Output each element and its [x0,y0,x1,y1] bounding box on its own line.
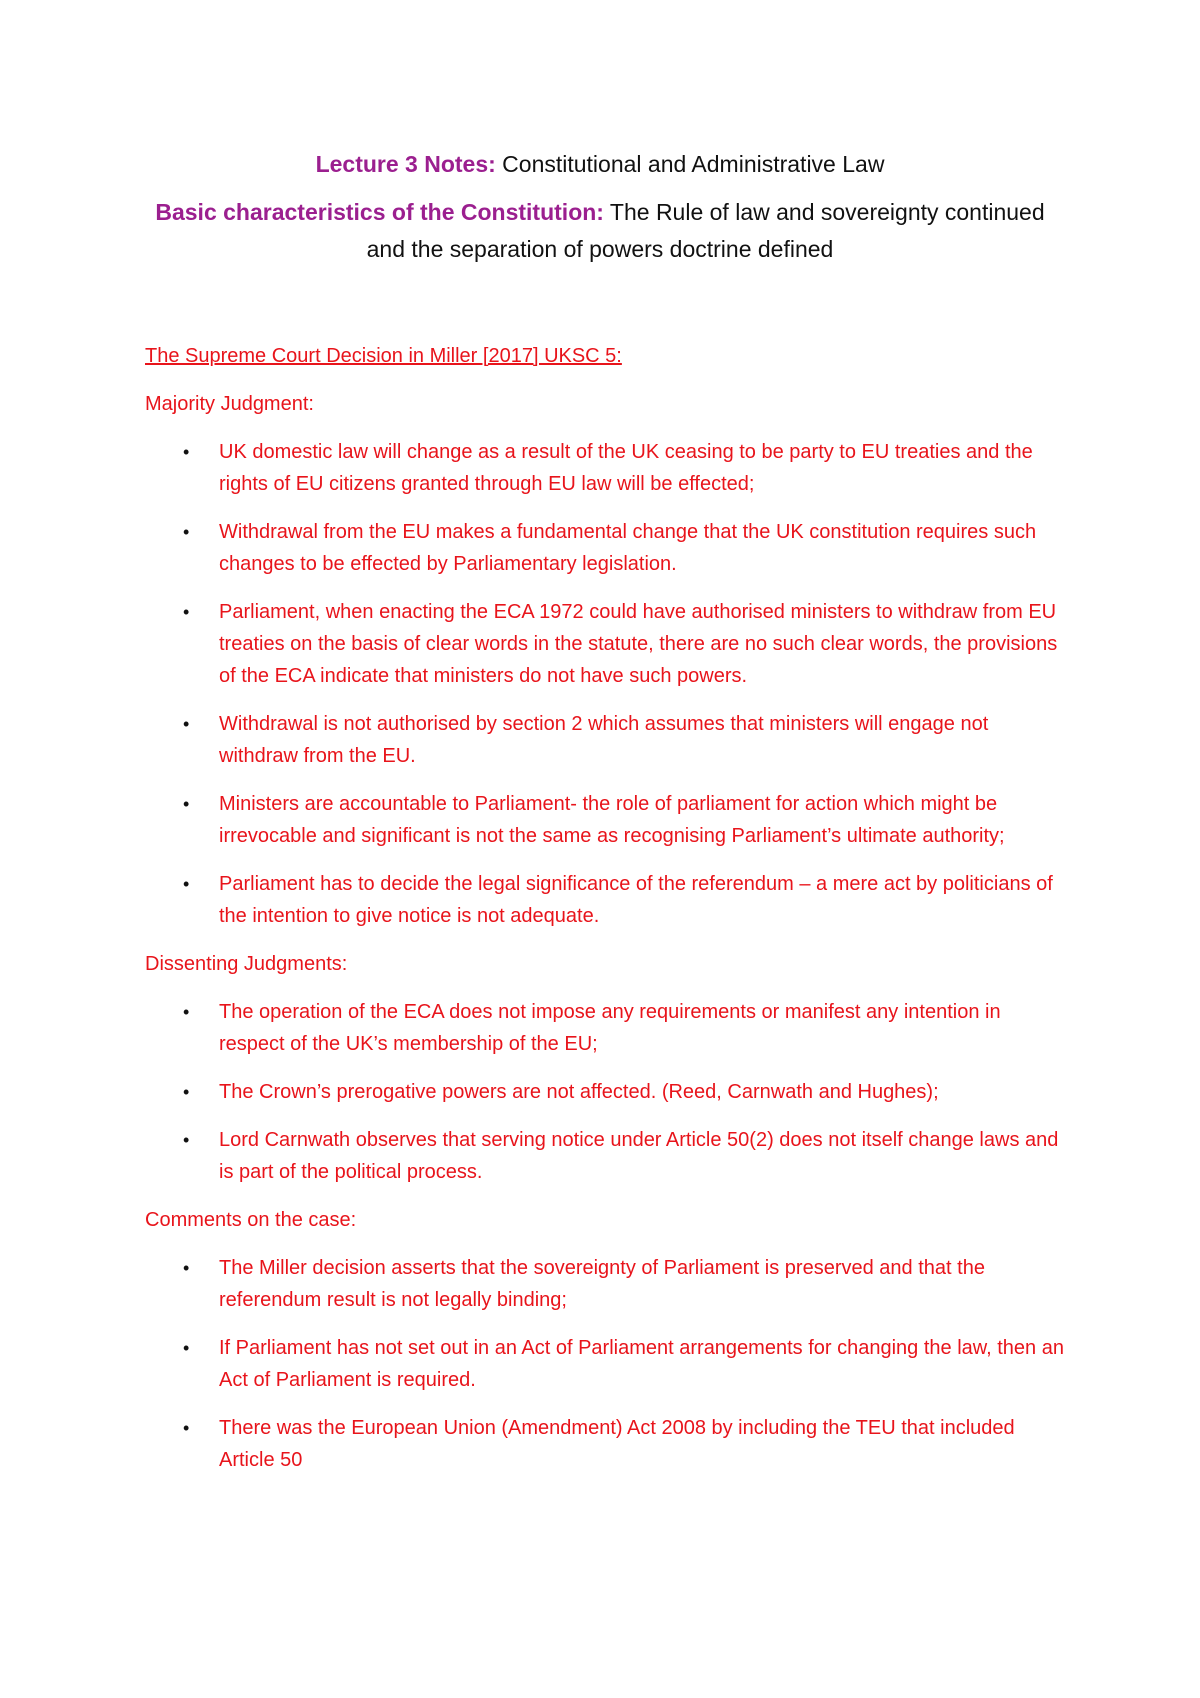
bullet-icon: • [183,442,190,462]
list-item [145,596,1065,692]
bullet-icon: • [183,522,190,542]
comments-list [145,1252,1065,1476]
bullet-icon: • [183,1002,190,1022]
list-item [145,788,1065,852]
lecture-subject: Constitutional and Administrative Law [495,151,885,177]
list-item-text: The Miller decision asserts that the sovereignty of Parliament is preserved and that the referendum result is not legally binding; [219,1257,985,1311]
dissenting-list [145,996,1065,1188]
majority-list [145,436,1065,932]
bullet-icon: • [183,874,190,894]
list-item [145,1332,1065,1396]
list-item [145,1412,1065,1476]
list-item [145,1076,1065,1108]
bullet-icon: • [183,1418,190,1438]
list-item [145,708,1065,772]
comments-heading: Comments on the case: [145,1209,357,1231]
title-block [150,146,1050,279]
list-item-text: Withdrawal from the EU makes a fundamental change that the UK constitution requires such changes to be effected by Parliamentary legislation. [219,521,1037,575]
list-item-text: Ministers are accountable to Parliament- the role of parliament for action which might be irrevocable and significant is not the same as recognising Parliament’s ultimate authority; [219,793,1005,847]
list-item-text: The Crown’s prerogative powers are not affected. (Reed, Carnwath and Hughes); [219,1081,939,1103]
list-item [145,516,1065,580]
list-item [145,996,1065,1060]
list-item-text: Lord Carnwath observes that serving notice under Article 50(2) does not itself change laws and is part of the political process. [219,1129,1059,1183]
list-item-text: If Parliament has not set out in an Act of Parliament arrangements for changing the law, then an Act of Parliament is required. [219,1337,1064,1391]
list-item-text: Withdrawal is not authorised by section 2 which assumes that ministers will engage not withdraw from the EU. [219,713,989,767]
dissenting-heading: Dissenting Judgments: [145,953,348,975]
bullet-icon: • [183,602,190,622]
lecture-label: Lecture 3 Notes: [315,151,496,177]
list-item-text: Parliament has to decide the legal significance of the referendum – a mere act by politicians of the intention to give notice is not adequate. [219,873,1053,927]
list-item-text: The operation of the ECA does not impose any requirements or manifest any intention in respect of the UK’s membership of the EU; [219,1001,1001,1055]
notes-content [145,340,1065,1492]
list-item [145,1124,1065,1188]
characteristics-label: Basic characteristics of the Constitution: [155,199,604,225]
bullet-icon: • [183,714,190,734]
title-line-2 [150,194,1050,268]
list-item [145,436,1065,500]
characteristics-text: The Rule of law and sovereignty continued and the separation of powers doctrine defined [366,199,1045,262]
bullet-icon: • [183,1082,190,1102]
bullet-icon: • [183,1130,190,1150]
majority-heading: Majority Judgment: [145,393,314,415]
list-item-text: Parliament, when enacting the ECA 1972 could have authorised ministers to withdraw from EU treaties on the basis of clear words in the statute, there are no such clear words, the provisions of the ECA indicate that ministers do not have such powers. [219,601,1058,687]
title-line-1 [150,146,1050,183]
case-heading: The Supreme Court Decision in Miller [2017] UKSC 5: [145,345,622,367]
list-item-text: UK domestic law will change as a result of the UK ceasing to be party to EU treaties and the rights of EU citizens granted through EU law will be effected; [219,441,1033,495]
list-item [145,868,1065,932]
bullet-icon: • [183,794,190,814]
bullet-icon: • [183,1258,190,1278]
bullet-icon: • [183,1338,190,1358]
list-item [145,1252,1065,1316]
list-item-text: There was the European Union (Amendment) Act 2008 by including the TEU that included Article 50 [219,1417,1015,1471]
